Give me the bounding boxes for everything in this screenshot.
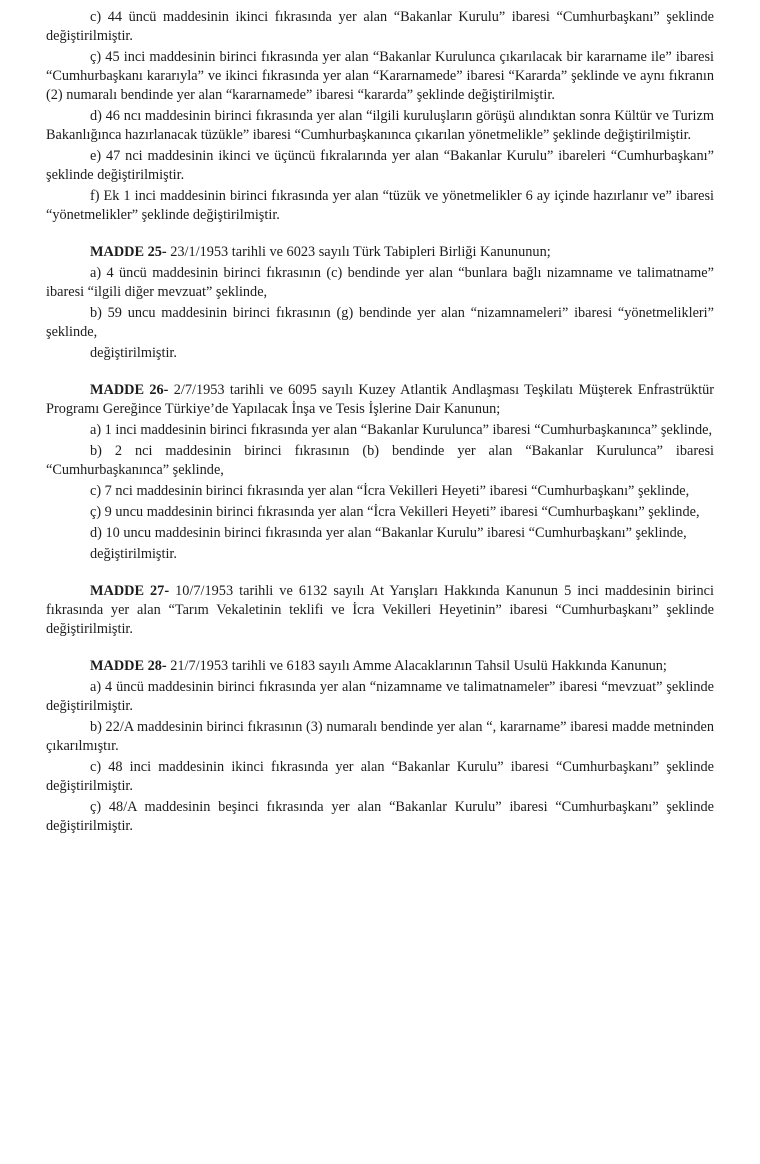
list-item: ç) 48/A maddesinin beşinci fıkrasında yer alan “Bakanlar Kurulu” ibaresi “Cumhurbaşkanı” şeklinde değiştirilmiştir. bbox=[46, 799, 714, 834]
list-item: a) 4 üncü maddesinin birinci fıkrasının (c) bendinde yer alan “bunlara bağlı nizamname ve talimatname” ibaresi “ilgili diğer mevzuat” şeklinde, bbox=[46, 265, 714, 300]
article-heading bbox=[46, 243, 714, 262]
document-page bbox=[46, 8, 714, 838]
article-heading bbox=[46, 657, 714, 676]
list-item: b) 22/A maddesinin birinci fıkrasının (3) numaralı bendinde yer alan “, kararname” ibaresi madde metninden çıkarılmıştır. bbox=[46, 719, 714, 754]
article-intro: 23/1/1953 tarihli ve 6023 sayılı Türk Tabipleri Birliği Kanununun; bbox=[166, 244, 551, 260]
list-item: c) 7 nci maddesinin birinci fıkrasında yer alan “İcra Vekilleri Heyeti” ibaresi “Cumhurbaşkanı” şeklinde, bbox=[90, 483, 690, 499]
list-item: c) 48 inci maddesinin ikinci fıkrasında yer alan “Bakanlar Kurulu” ibaresi “Cumhurbaşkanı” şeklinde değiştirilmiştir. bbox=[46, 759, 714, 794]
article-25 bbox=[46, 243, 714, 363]
article-closing: değiştirilmiştir. bbox=[90, 546, 177, 562]
article-label: MADDE 25- bbox=[90, 244, 167, 260]
article-label: MADDE 27- bbox=[90, 583, 170, 599]
list-item: d) 10 uncu maddesinin birinci fıkrasında yer alan “Bakanlar Kurulu” ibaresi “Cumhurbaşkanı” şeklinde, bbox=[90, 525, 687, 541]
article-label: MADDE 28- bbox=[90, 658, 167, 674]
article-heading bbox=[46, 582, 714, 639]
list-item: ç) 45 inci maddesinin birinci fıkrasında yer alan “Bakanlar Kurulunca çıkarılacak bir kararname ile” ibaresi “Cumhurbaşkanı kararıyla” ve ikinci fıkrasında yer alan “Kararnamede” ibaresi “Kararda” şeklinde ve aynı fıkranın (2) numaralı bendinde yer alan “kararnamede” ibaresi “kararda” şeklinde değiştirilmiştir. bbox=[46, 49, 714, 103]
article-27 bbox=[46, 582, 714, 639]
list-item: a) 1 inci maddesinin birinci fıkrasında yer alan “Bakanlar Kurulunca” ibaresi “Cumhurbaşkanınca” şeklinde, bbox=[90, 422, 713, 438]
article-label: MADDE 26- bbox=[90, 382, 169, 398]
list-item: f) Ek 1 inci maddesinin birinci fıkrasında yer alan “tüzük ve yönetmelikler 6 ay içinde hazırlanır ve” ibaresi “yönetmelikler” şeklinde değiştirilmiştir. bbox=[46, 188, 714, 223]
article-26 bbox=[46, 381, 714, 564]
article-intro: 21/7/1953 tarihli ve 6183 sayılı Amme Alacaklarının Tahsil Usulü Hakkında Kanunun; bbox=[166, 658, 667, 674]
list-item: b) 2 nci maddesinin birinci fıkrasının (b) bendinde yer alan “Bakanlar Kurulunca” ibaresi “Cumhurbaşkanınca” şeklinde, bbox=[46, 443, 714, 478]
article-closing: değiştirilmiştir. bbox=[90, 345, 177, 361]
article-28 bbox=[46, 657, 714, 836]
article-heading bbox=[46, 381, 714, 419]
article-intro: 10/7/1953 tarihli ve 6132 sayılı At Yarışları Hakkında Kanunun 5 inci maddesinin birinci fıkrasında yer alan “Tarım Vekaletinin teklifi ve İcra Vekilleri Heyetinin” ibaresi “Cumhurbaşkanı” şeklinde değiştirilmiştir. bbox=[46, 583, 714, 637]
intro-items bbox=[46, 8, 714, 225]
article-intro: 2/7/1953 tarihli ve 6095 sayılı Kuzey Atlantik Andlaşması Teşkilatı Müşterek Enfrastrüktür Programı Gereğince Türkiye’de Yapılacak İnşa ve Tesis İşlerine Dair Kanunun; bbox=[46, 382, 714, 417]
list-item: c) 44 üncü maddesinin ikinci fıkrasında yer alan “Bakanlar Kurulu” ibaresi “Cumhurbaşkanı” şeklinde değiştirilmiştir. bbox=[46, 9, 714, 44]
list-item: b) 59 uncu maddesinin birinci fıkrasının (g) bendinde yer alan “nizamnameleri” ibaresi “yönetmelikleri” şeklinde, bbox=[46, 305, 714, 340]
list-item: a) 4 üncü maddesinin birinci fıkrasında yer alan “nizamname ve talimatnameler” ibaresi “mevzuat” şeklinde değiştirilmiştir. bbox=[46, 679, 714, 714]
list-item: ç) 9 uncu maddesinin birinci fıkrasında yer alan “İcra Vekilleri Heyeti” ibaresi “Cumhurbaşkanı” şeklinde, bbox=[90, 504, 700, 520]
list-item: d) 46 ncı maddesinin birinci fıkrasında yer alan “ilgili kuruluşların görüşü alındıktan sonra Kültür ve Turizm Bakanlığınca hazırlanacak tüzükle” ibaresi “Cumhurbaşkanınca çıkarılan yönetmelikle” şeklinde değiştirilmiştir. bbox=[46, 108, 714, 143]
list-item: e) 47 nci maddesinin ikinci ve üçüncü fıkralarında yer alan “Bakanlar Kurulu” ibareleri “Cumhurbaşkanı” şeklinde değiştirilmiştir. bbox=[46, 148, 714, 183]
